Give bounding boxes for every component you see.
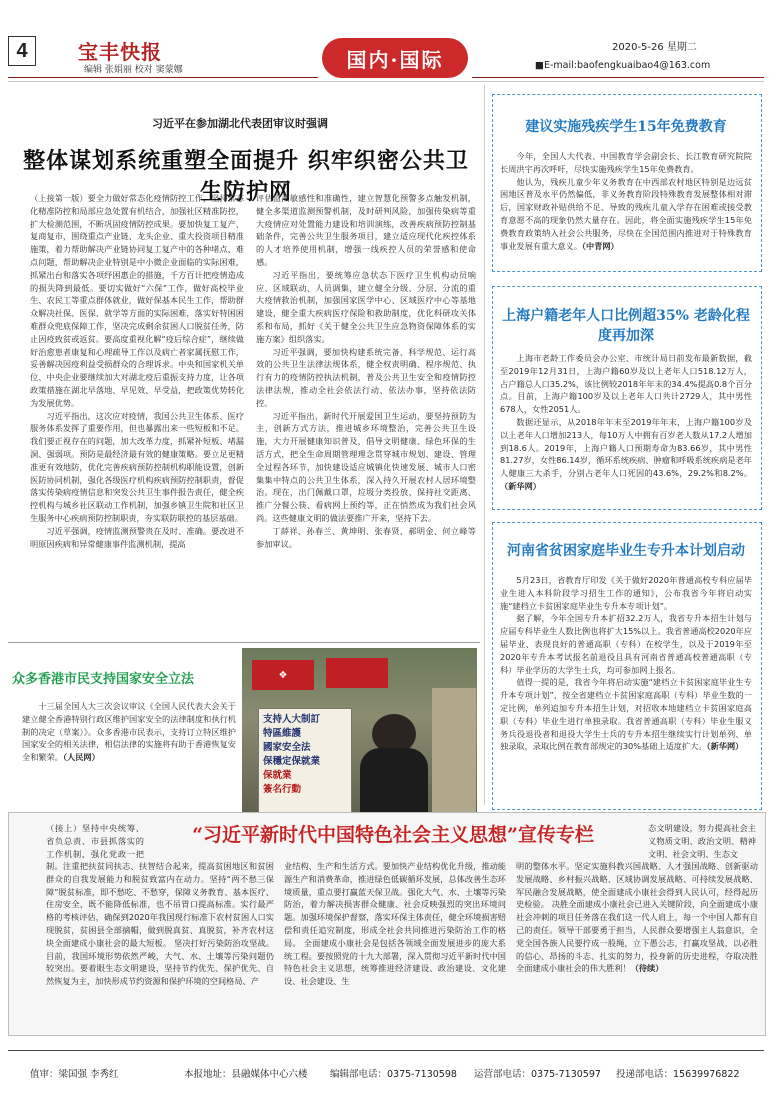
- sidebar-body: [500, 352, 752, 502]
- lead-headline: 整体谋划系统重塑全面提升 织牢织密公共卫生防护网: [23, 148, 469, 205]
- protest-sign: [258, 708, 352, 818]
- contact-email: ■E-mail:baofengkuaibao4@163.com: [535, 60, 711, 71]
- column-headline: “习近平新时代中国特色社会主义思想”宣传专栏: [192, 824, 594, 846]
- lead-para: 评估监测敏感性和准确性，建立智慧化预警多点触发机制，健全多渠道监测预警机制，及时研判风险，加强传染病等重大疫情应对处置能力建设和培训演练，改善疾病预防控制基础条件，完善公共卫生服务项目，建立适应现代化疾控体系的人才培养使用机制，增强一线疾控人员的荣誉感和使命感。: [256, 193, 476, 267]
- photo-divider: [8, 642, 480, 643]
- footer-address: 本报地址：县融媒体中心六楼: [184, 1069, 308, 1080]
- column-body-3: [516, 860, 758, 1030]
- sidebar-para: 数据还显示，从2018年年末至2019年年末，上海户籍100岁及以上老年人口增加213人，每10万人中拥有百岁老人数从17.2人增加到18.6人。2019年，上海户籍人口预期寿命为83.66岁，其中男性81.27岁，女性86.14岁，循环系统疾病、肿瘤和呼吸系统疾病是老年人健康三大杀手，分别占老年人口死因的43.6%，29.2%和8.2%。: [500, 416, 752, 479]
- footer-duty: 值审：梁国强 李秀红: [30, 1069, 119, 1080]
- lead-para: 习近平指出，新时代开展爱国卫生运动，要坚持预防为主，创新方式方法，推进城乡环境整治，完善公共卫生设施，大力开展健康知识普及，倡导文明健康、绿色环保的生活方式，把全生命周期管理理念贯穿城市规划、建设、管理全过程各环节，加快建设适应城镇化快速发展、城市人口密集集中特点的公共卫生体系，深入持久开展农村人居环境整治。现在，出门佩戴口罩，垃圾分类投放、保持社交距离、推广分餐公筷、看病网上预约等，正在悄然成为我们社会风尚。这些健康文明的做法要推广开来，坚持下去。: [256, 410, 476, 523]
- photo-story-source: （人民网）: [62, 752, 100, 763]
- lead-kicker: 习近平在参加湖北代表团审议时强调: [152, 117, 328, 130]
- sidebar-source: （新华网）: [706, 741, 744, 752]
- sidebar-para: 据了解，今年全国专升本扩招32.2万人，我省专升本招生计划与应届专科毕业生人数比例也将扩大15%以上。我省普通高校2020年应届毕业、表现良好的普通高职（专科）在校学生，以及于2019年至2020年专升本考试报名前退役且具有河南省普通高校普通高职（专科）毕业学历的大学生士兵，均可参加网上报名。: [500, 613, 752, 675]
- column-source: （待续）: [630, 963, 664, 974]
- sidebar-para: 值得一提的是，我省今年将启动实施“建档立卡贫困家庭毕业生专升本专项计划”，按全省建档立卡贫困家庭高职（专科）毕业生数的一定比例，单列追加专升本招生计划，对招收本地建档立卡贫困家庭高职（专科）毕业生进行单独录取。我省普通高职（专科）毕业生服义务兵役退役者和退役大学生士兵的专升本招生继续实行计划单列、单独录取，录取比例在教育部规定的30%基础上适度扩大。: [500, 677, 752, 752]
- issue-date: 2020-5-26 星期二: [612, 42, 697, 53]
- photo-story-title: 众多香港市民支持国家安全立法: [12, 672, 195, 687]
- lead-para: 丁薛祥、孙春兰、黄坤明、张春贤、郝明金、何立峰等参加审议。: [256, 525, 476, 549]
- column-body-2: 业结构、生产和生活方式。要加快产业结构优化升级，推动能源生产和消费革命，推进绿色低碳循环发展，总体改善生态环境质量，重点要打赢蓝天保卫战。强化大气、水、土壤等污染防治，着力解决损害群众健康、社会反映强烈的突出环境问题。加强环境保护督察，落实环保主体责任，健全环境损害赔偿和责任追究制度，形成全社会共同推进污染防治工作的格局。 全面建成小康社会是包括各领域全面发展进步的庞大系统工程。要按照党的十九大部署，深入贯彻习近平新时代中国特色社会主义思想，统筹推进经济建设、政治建设、文化建设、社会建设、生: [284, 861, 506, 987]
- lead-para: 习近平指出，要统筹应急状态下医疗卫生机构动员响应、区域联动、人员调集，建立健全分级、分层、分流的重大疫情救治机制，加强国家医学中心、区域医疗中心等基地建设，健全重大疾病医疗保险和救助制度，优化科研攻关体系和布局，抓好《关于健全公共卫生应急物资保障体系的实施方案》组织落实。: [256, 269, 476, 344]
- news-photo: [242, 648, 477, 822]
- editor-credits: 编辑 张娟丽 校对 窦蒙娜: [84, 65, 183, 75]
- footer-ops-phone: 运营部电话：0375-7130597: [474, 1069, 601, 1080]
- section-banner: 国内·国际: [322, 38, 468, 78]
- footer-edit-phone: 编辑部电话：0375-7130598: [330, 1069, 457, 1080]
- banner-sign: ❖: [252, 660, 314, 690]
- sidebar-para: 5月23日，省教育厅印发《关于做好2020年普通高校专科应届毕业生进入本科阶段学习招生工作的通知》，公布我省今年将启动实施“建档立卡贫困家庭毕业生专升本专项计划”。: [500, 575, 752, 611]
- lead-column-1: [30, 192, 244, 637]
- sidebar-title: 建议实施残疾学生15年免费教育: [525, 119, 727, 135]
- column-body-1: 制。注重把扶贫同扶志、扶智结合起来，提高贫困地区和贫困群众的自我发展能力和脱贫致富内在动力。坚持“两不愁三保障”脱贫标准，即不愁吃、不愁穿，保障义务教育、基本医疗、住房安全，既不能降低标准，也不吊胃口提高标准。实行最严格的考核评估，确保到2020年我国现行标准下农村贫困人口实现脱贫，贫困县全部摘帽，做到脱真贫、真脱贫，补齐农村这块全面建成小康社会的最大短板。 坚决打好污染防治攻坚战。目前，我国环境形势依然严峻，大气、水、土壤等污染问题仍较突出。要着眼生态文明建设，坚持节约优先、保护优先、自然恢复为主，加快形成节约资源和保护环境的空间格局、产: [46, 861, 274, 987]
- photo-story-text: [22, 700, 236, 800]
- column-continuation: 态文明建设，努力提高社会主义物质文明、政治文明、精神文明、社会文明、生态文: [648, 823, 756, 859]
- lead-para: 习近平指出，这次应对疫情，我国公共卫生体系、医疗服务体系发挥了重要作用，但也暴露出来一些短板和不足。我们要正视存在的问题，加大改革力度，抓紧补短板、堵漏洞、强弱项。预防是最经济最有效的健康策略。要立足更精准更有效地防，优化完善疾病预防控制机构职能设置，创新医防协同机制，强化各级医疗机构疾病预防控制职责，督促落实传染病疫情信息和突发公共卫生事件报告责任，健全疾控机构与城乡社区联动工作机制，加强乡镇卫生院和社区卫生服务中心疾病预防控制职责，夯实联防联控的基层基础。: [30, 410, 244, 523]
- sign-line: 特區維護: [263, 728, 302, 739]
- column-intro: （接上）坚持中央统筹、省负总责、市县抓落实的工作机制，强化党政一把: [46, 823, 144, 859]
- sign-line: 簽名行動: [263, 784, 302, 795]
- lead-para: 习近平强调，要加快构建系统完备、科学规范、运行高效的公共卫生法律法规体系，健全权责明确、程序规范、执行有力的疫情防控执法机制，普及公共卫生安全和疫情防控法律法规，推动全社会依法行动、依法办事，坚持依法防控。: [256, 346, 476, 408]
- sidebar-para: 上海市老龄工作委员会办公室、市统计局日前发布最新数据，截至2019年12月31日，上海户籍60岁及以上老年人口518.12万人，占户籍总人口35.2%，该比例较2018年年末的34.4%提高0.8个百分点。目前，上海户籍100岁及以上老年人口共计2729人，其中男性678人，女性2051人。: [500, 353, 752, 415]
- sidebar-source: （中青网）: [581, 240, 619, 251]
- lead-column-2: [256, 192, 476, 637]
- sign-line: 國家安全法: [263, 742, 311, 753]
- background-shop: [432, 688, 476, 822]
- sidebar-title: 上海户籍老年人口比例超35% 老龄化程度再加深: [502, 308, 750, 344]
- column-rule: [484, 85, 485, 805]
- page-number: 4: [8, 36, 36, 66]
- photo-story-body: 十三届全国人大三次会议审议《全国人民代表大会关于建立健全香港特别行政区维护国家安全的法律制度和执行机制的决定（草案）》。众多香港市民表示，支持订立特区维护国家安全的相关法律，相信法律的实施将有助于香港恢复安全和繁荣。: [22, 701, 236, 763]
- lead-para: （上接第一版）要全力做好常态化疫情防控工作，坚持常态化精准防控和局部应急处置有机结合，加强社区精准防控，扩大检测范围，不断巩固疫情防控成果。要加快复工复产、复商复市，围绕重点产业链、龙头企业、重大投资项目精准施策，着力帮助解决产业链协同复工复产中的各种堵点、难点问题，帮助解决企业特别是中小微企业面临的实际困难，抓紧出台和落实各项纾困惠企的措施，千方百计把疫情造成的损失降到最低。要切实做好“六保”工作，做好高校毕业生、农民工等重点群体就业，做好保基本民生工作，帮助群众解决社保、医保、就学等方面的实际困难，落实好特困困难群众兜底保障工作，坚决完成剩余贫困人口脱贫任务，防止因疫致贫或返贫。要高度重视化解“疫后综合症”，继续做好治愈患者康复和心理疏导工作以及病亡者家属抚慰工作，妥善解决因疫利益受损群众的合理诉求。中央和国家机关单位、中央企业要继续加大对湖北疫后重振支持力度，让各项政策措施在湖北早落地、早见效、早受益，把政策优势转化为发展优势。: [30, 193, 244, 408]
- sign-line: 支持人大制訂: [263, 714, 321, 725]
- header-rule-left: [8, 77, 318, 78]
- sidebar-title: 河南省贫困家庭毕业生专升本计划启动: [507, 543, 745, 559]
- footer-rule: [8, 1050, 764, 1051]
- lead-para: 习近平强调，疫情监测预警贵在及时、准确。要改进不明原因疾病和异常健康事件监测机制，提高: [30, 525, 244, 549]
- sidebar-body: [500, 150, 752, 268]
- sidebar-body: [500, 574, 752, 802]
- footer: [0, 1064, 772, 1100]
- banner-sign: [326, 658, 388, 688]
- header-rule-right: [472, 77, 764, 78]
- person-body: [360, 748, 428, 822]
- header-rule-thin: [8, 81, 764, 82]
- newspaper-logo: 宝丰快报: [78, 40, 162, 64]
- sidebar-source: （新华网）: [500, 480, 541, 491]
- sign-line: 保穩定保就業: [263, 756, 321, 767]
- sidebar-para: 今年，全国人大代表、中国教育学会副会长、长江教育研究院院长周洪宇再次呼吁，尽快实施残疾学生15年免费教育。: [500, 151, 752, 174]
- footer-delivery-phone: 投递部电话：15639976822: [616, 1069, 740, 1080]
- column-text: 明的整体水平。坚定实施科教兴国战略、人才强国战略、创新驱动发展战略、乡村振兴战略、区域协调发展战略、可持续发展战略、军民融合发展战略，使全面建成小康社会得到人民认可，经得起历史检验。 决胜全面建成小康社会已进入关键阶段，向全面建成小康社会冲刺的项目任务落在我们这一代人肩上，每一个中国人都有自己的责任。领导干部要勇于担当，人民群众要增强主人翁意识，全党全国各族人民要拧成一股绳，立下愚公志，打赢攻坚战，以必胜的信心、昂扬的斗志、扎实的努力，投身新的历史进程，夺取决胜全面建成小康社会的伟大胜利！: [516, 861, 758, 974]
- sidebar-para: 他认为，残疾儿童少年义务教育在中西部农村地区特别是边远贫困地区普及水平仍然偏低，非义务教育阶段特殊教育发展整体相对滞后，国家财政补贴供给不足、导致的残疾儿童入学存在困难或接受教育意愿不高的现象仍然大量存在。因此，将全面实施残疾学生15年免费教育政策纳入社会公共服务，尽快在全国范围内推进对于特殊教育事业发展有重大意义。: [500, 176, 752, 251]
- sign-line: 保就業: [263, 770, 292, 781]
